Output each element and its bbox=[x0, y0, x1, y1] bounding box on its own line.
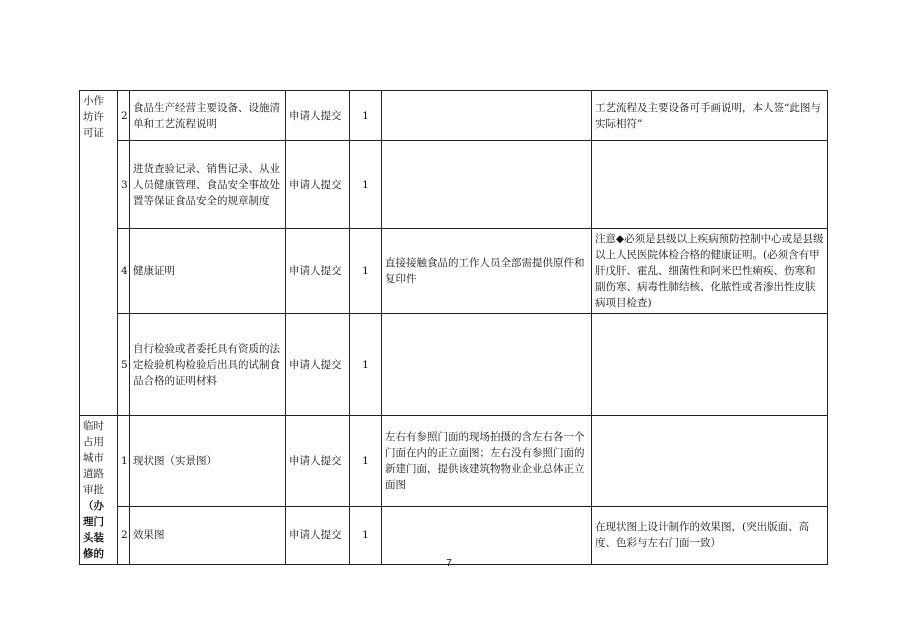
material-source: 申请人提交 bbox=[286, 229, 350, 314]
material-note: 工艺流程及主要设备可手画说明，本人签“此图与实际相符” bbox=[592, 91, 828, 141]
material-note: 注意◆必须是县级以上疾病预防控制中心或是县级以上人民医院体检合格的健康证明。(必须含有甲肝戊肝、霍乱、细菌性和阿米巴性痢疾、伤寒和副伤寒、病毒性肺结核、化脓性或者渗出性皮肤病项目检查) bbox=[592, 229, 828, 314]
table-row bbox=[80, 314, 828, 416]
material-name: 现状图（实景图） bbox=[130, 416, 286, 507]
material-name: 食品生产经营主要设备、设施清单和工艺流程说明 bbox=[130, 91, 286, 141]
material-quantity: 1 bbox=[350, 91, 382, 141]
material-source: 申请人提交 bbox=[286, 416, 350, 507]
material-name: 进货查验记录、销售记录、从业人员健康管理、食品安全事故处置等保证食品安全的规章制度 bbox=[130, 141, 286, 229]
row-number: 2 bbox=[118, 91, 130, 141]
material-requirement bbox=[382, 314, 592, 416]
material-source: 申请人提交 bbox=[286, 141, 350, 229]
material-quantity: 1 bbox=[350, 141, 382, 229]
material-source: 申请人提交 bbox=[286, 506, 350, 564]
material-requirement bbox=[382, 506, 592, 564]
row-number: 5 bbox=[118, 314, 130, 416]
material-requirement: 直接接触食品的工作人员全部需提供原件和复印件 bbox=[382, 229, 592, 314]
table-row bbox=[80, 506, 828, 564]
material-name: 健康证明 bbox=[130, 229, 286, 314]
table-row bbox=[80, 91, 828, 141]
table-row bbox=[80, 416, 828, 507]
material-quantity: 1 bbox=[350, 229, 382, 314]
row-number: 2 bbox=[118, 506, 130, 564]
category-label: 临时占用城市道路审批 bbox=[83, 420, 104, 496]
material-source: 申请人提交 bbox=[286, 91, 350, 141]
material-note: 在现状图上设计制作的效果图，(突出版面、高度、色彩与左右门面一致） bbox=[592, 506, 828, 564]
category-cell bbox=[80, 416, 118, 565]
row-number: 3 bbox=[118, 141, 130, 229]
category-cell bbox=[80, 91, 118, 416]
materials-table bbox=[79, 90, 828, 565]
material-note bbox=[592, 416, 828, 507]
material-requirement bbox=[382, 91, 592, 141]
category-label: 小作坊许可证 bbox=[83, 95, 104, 139]
material-quantity: 1 bbox=[350, 416, 382, 507]
material-quantity: 1 bbox=[350, 506, 382, 564]
material-quantity: 1 bbox=[350, 314, 382, 416]
material-source: 申请人提交 bbox=[286, 314, 350, 416]
row-number: 1 bbox=[118, 416, 130, 507]
material-requirement: 左右有参照门面的现场拍摄的含左右各一个门面在内的正立面图；左右没有参照门面的新建门面，提供该建筑物物业企业总体正立面图 bbox=[382, 416, 592, 507]
category-label-bold: （办理门头装修的 bbox=[83, 500, 104, 560]
material-requirement bbox=[382, 141, 592, 229]
row-number: 4 bbox=[118, 229, 130, 314]
material-name: 自行检验或者委托具有资质的法定检验机构检验后出具的试制食品合格的证明材料 bbox=[130, 314, 286, 416]
table-row bbox=[80, 229, 828, 314]
page-number: 7 bbox=[446, 558, 452, 569]
material-note bbox=[592, 314, 828, 416]
material-note bbox=[592, 141, 828, 229]
material-name: 效果图 bbox=[130, 506, 286, 564]
table-row bbox=[80, 141, 828, 229]
